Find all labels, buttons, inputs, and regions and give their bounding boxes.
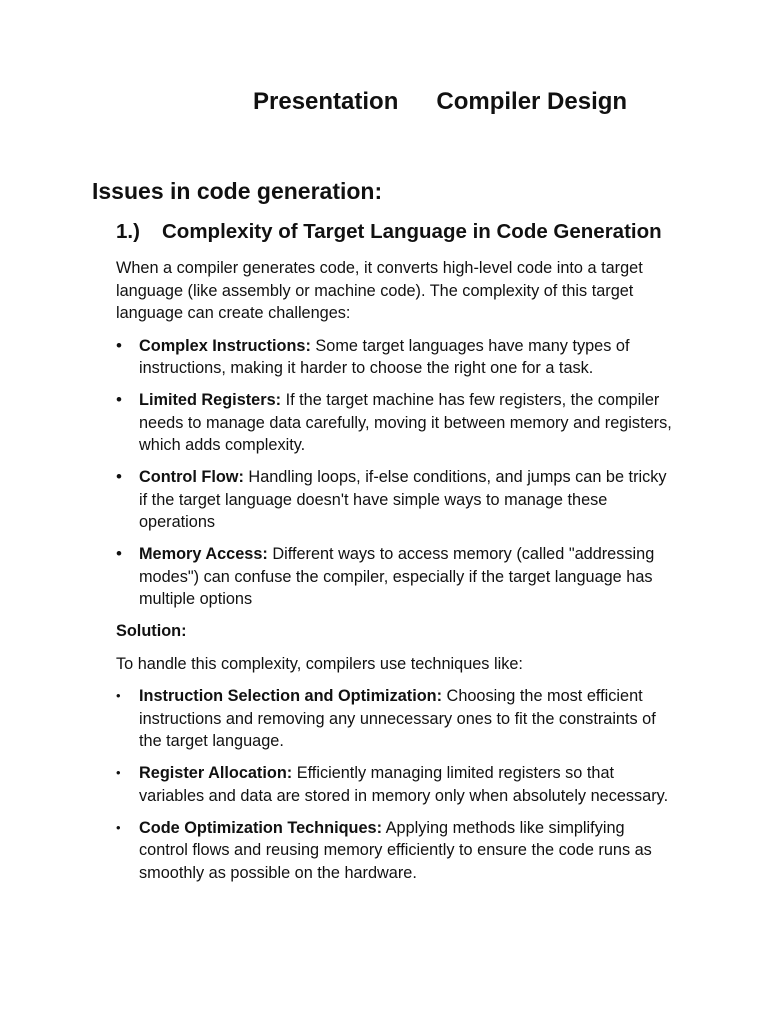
solution-intro: To handle this complexity, compilers use techniques like: [116, 654, 523, 673]
list-item [116, 466, 672, 534]
item-text: Choosing the most efficient instructions and removing any unnecessary ones to fit the constraints of the target language. [139, 687, 656, 750]
list-item [116, 685, 672, 753]
item-term: Limited Registers: [139, 391, 282, 409]
list-item [116, 389, 672, 457]
bullet-icon: • [116, 544, 122, 563]
challenges-list [116, 335, 672, 611]
subsection-title: Complexity of Target Language in Code Generation [162, 220, 662, 243]
section-body [116, 257, 672, 894]
item-term: Instruction Selection and Optimization: [139, 687, 443, 705]
bullet-icon: • [116, 467, 122, 486]
item-text: Handling loops, if-else conditions, and jumps can be tricky if the target language doesn't have simple ways to manage these operations [139, 468, 667, 531]
item-text: Different ways to access memory (called "addressing modes") can confuse the compiler, especially if the target language has multiple options [139, 545, 655, 608]
title-presentation: Presentation [253, 88, 399, 115]
item-term: Register Allocation: [139, 764, 293, 782]
item-text: If the target machine has few registers, the compiler needs to manage data carefully, moving it between memory and registers, which adds complexity. [139, 391, 672, 454]
solutions-list [116, 685, 672, 884]
item-text: Efficiently managing limited registers so that variables and data are stored in memory only when absolutely necessary. [139, 764, 669, 805]
item-text: Applying methods like simplifying control flows and reusing memory efficiently to ensure the code runs as smoothly as possible on the hardware. [139, 818, 652, 882]
bullet-icon: • [116, 819, 121, 835]
bullet-icon: • [116, 335, 122, 355]
item-text: Some target languages have many types of instructions, making it harder to choose the right one for a task. [139, 336, 630, 377]
subsection-heading [116, 220, 662, 244]
bullet-icon: • [116, 765, 121, 780]
item-term: Complex Instructions: [139, 336, 311, 355]
list-item [116, 543, 672, 611]
item-term: Control Flow: [139, 468, 244, 486]
document-title [253, 88, 627, 116]
intro-paragraph: When a compiler generates code, it converts high-level code into a target language (like assembly or machine code). The complexity of this target language can create challenges: [116, 259, 643, 322]
section-heading: Issues in code generation: [92, 178, 383, 204]
item-term: Memory Access: [139, 545, 268, 563]
bullet-icon: • [116, 688, 121, 703]
list-item [116, 335, 672, 380]
title-course: Compiler Design [436, 88, 628, 115]
bullet-icon: • [116, 390, 122, 409]
subsection-number: 1.) [116, 220, 140, 243]
list-item [116, 817, 672, 885]
solution-label: Solution: [116, 622, 187, 640]
list-item [116, 762, 672, 807]
item-term: Code Optimization Techniques: [139, 818, 383, 837]
